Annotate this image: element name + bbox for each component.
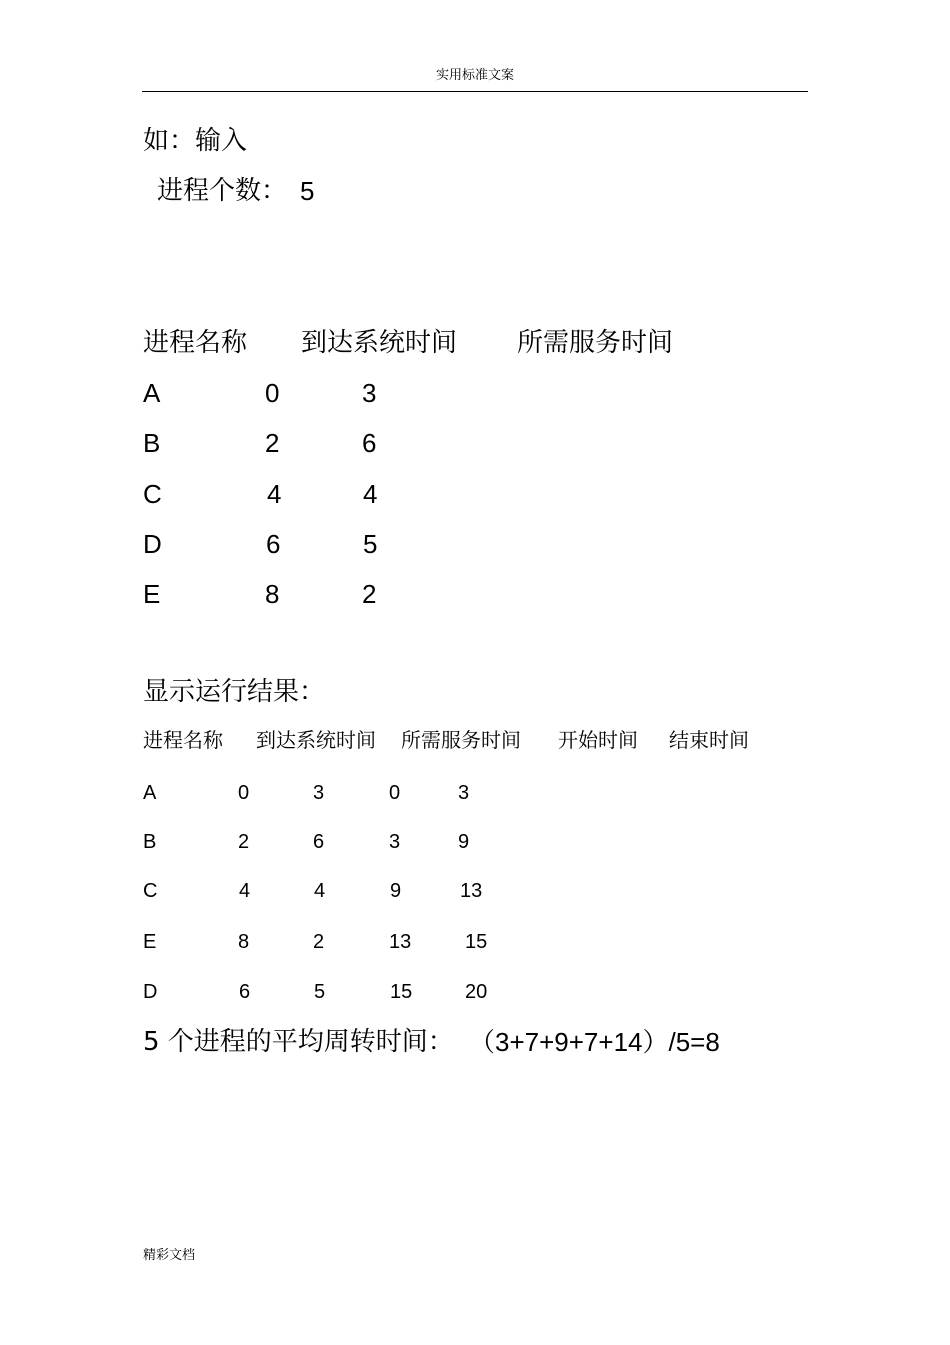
result-row-2-name: B — [143, 831, 157, 853]
page-header: 实用标准文案 — [435, 68, 514, 83]
result-row-3-service: 4 — [314, 880, 326, 902]
page-footer: 精彩文档 — [143, 1248, 196, 1263]
input-header-service: 所需服务时间 — [517, 328, 674, 358]
average-label: 5 个进程的平均周转时间： — [143, 1027, 454, 1057]
result-row-3-start: 9 — [390, 880, 402, 902]
input-row-d-arrival: 6 — [266, 529, 281, 559]
result-row-5-start: 15 — [390, 981, 413, 1003]
input-row-e-name: E — [143, 579, 161, 609]
result-row-5-name: D — [143, 981, 158, 1003]
result-row-4-start: 13 — [389, 931, 412, 953]
example-label: 如：输入 — [143, 126, 248, 156]
input-row-d-name: D — [143, 529, 162, 559]
input-row-b-service: 6 — [362, 428, 377, 458]
input-row-c-service: 4 — [363, 479, 378, 509]
result-row-4-end: 15 — [465, 931, 488, 953]
input-row-a-arrival: 0 — [265, 378, 280, 408]
average-formula: （3+7+9+7+14）/5=8 — [469, 1027, 720, 1057]
input-row-a-name: A — [143, 378, 161, 408]
result-title: 显示运行结果： — [143, 677, 326, 707]
result-row-2-service: 6 — [313, 831, 325, 853]
result-row-2-end: 9 — [458, 831, 470, 853]
header-divider — [142, 91, 808, 92]
input-row-b-name: B — [143, 428, 161, 458]
result-row-1-name: A — [143, 782, 157, 804]
input-row-c-arrival: 4 — [267, 479, 282, 509]
result-row-3-arrival: 4 — [239, 880, 251, 902]
result-header-end: 结束时间 — [669, 728, 749, 752]
result-row-5-arrival: 6 — [239, 981, 251, 1003]
result-row-5-end: 20 — [465, 981, 488, 1003]
result-row-1-arrival: 0 — [238, 782, 250, 804]
input-row-d-service: 5 — [363, 529, 378, 559]
input-header-name: 进程名称 — [143, 328, 248, 358]
input-row-e-service: 2 — [362, 579, 377, 609]
result-row-1-end: 3 — [458, 782, 470, 804]
result-row-2-arrival: 2 — [238, 831, 250, 853]
result-row-2-start: 3 — [389, 831, 401, 853]
input-row-e-arrival: 8 — [265, 579, 280, 609]
result-row-1-service: 3 — [313, 782, 325, 804]
result-row-4-arrival: 8 — [238, 931, 250, 953]
result-header-service: 所需服务时间 — [401, 728, 521, 752]
result-header-name: 进程名称 — [143, 728, 223, 752]
result-row-5-service: 5 — [314, 981, 326, 1003]
process-count-value: 5 — [300, 176, 315, 206]
result-row-4-name: E — [143, 931, 157, 953]
input-row-b-arrival: 2 — [265, 428, 280, 458]
result-row-1-start: 0 — [389, 782, 401, 804]
input-row-c-name: C — [143, 479, 162, 509]
input-header-arrival: 到达系统时间 — [301, 328, 458, 358]
input-row-a-service: 3 — [362, 378, 377, 408]
result-header-start: 开始时间 — [558, 728, 638, 752]
result-row-4-service: 2 — [313, 931, 325, 953]
process-count-label: 进程个数： — [157, 176, 288, 206]
result-row-3-name: C — [143, 880, 158, 902]
result-row-3-end: 13 — [460, 880, 483, 902]
result-header-arrival: 到达系统时间 — [256, 728, 376, 752]
